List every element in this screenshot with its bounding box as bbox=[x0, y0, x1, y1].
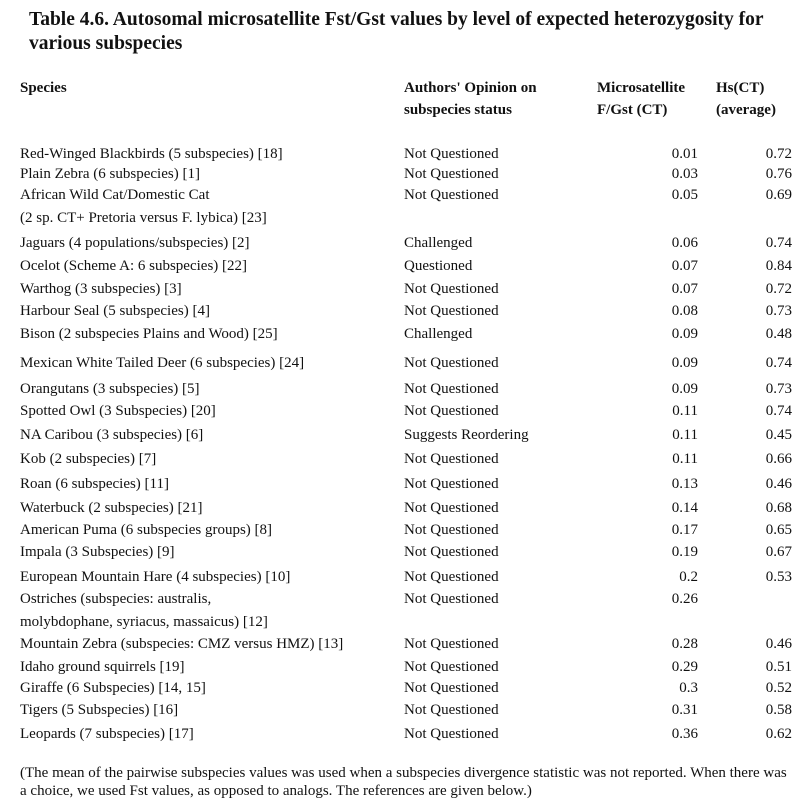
cell-species: European Mountain Hare (4 subspecies) [10] bbox=[20, 569, 291, 585]
cell-opinion: Suggests Reordering bbox=[404, 427, 529, 443]
cell-fst: 0.31 bbox=[671, 702, 698, 718]
cell-opinion: Not Questioned bbox=[404, 544, 499, 560]
cell-fst: 0.11 bbox=[672, 403, 698, 419]
cell-hs: 0.52 bbox=[765, 680, 792, 696]
cell-hs: 0.67 bbox=[765, 544, 792, 560]
cell-hs: 0.45 bbox=[765, 427, 792, 443]
cell-hs: 0.69 bbox=[765, 187, 792, 203]
cell-species: Kob (2 subspecies) [7] bbox=[20, 451, 157, 467]
cell-opinion: Not Questioned bbox=[404, 702, 499, 718]
cell-fst: 0.09 bbox=[671, 326, 698, 342]
cell-hs: 0.58 bbox=[765, 702, 792, 718]
cell-hs: 0.62 bbox=[765, 726, 792, 742]
cell-fst: 0.2 bbox=[679, 569, 698, 585]
cell-species: Bison (2 subspecies Plains and Wood) [25] bbox=[20, 326, 278, 342]
cell-hs: 0.72 bbox=[765, 281, 792, 297]
cell-opinion: Not Questioned bbox=[404, 381, 499, 397]
cell-fst: 0.09 bbox=[671, 381, 698, 397]
cell-species: (2 sp. CT+ Pretoria versus F. lybica) [23] bbox=[20, 210, 267, 226]
cell-fst: 0.3 bbox=[679, 680, 698, 696]
cell-opinion: Not Questioned bbox=[404, 591, 499, 607]
cell-opinion: Not Questioned bbox=[404, 451, 499, 467]
cell-species: Orangutans (3 subspecies) [5] bbox=[20, 381, 200, 397]
column-header-fst: Microsatellite F/Gst (CT) bbox=[597, 80, 686, 118]
cell-species: Harbour Seal (5 subspecies) [4] bbox=[20, 303, 210, 319]
cell-hs: 0.73 bbox=[765, 381, 792, 397]
cell-opinion: Not Questioned bbox=[404, 500, 499, 516]
cell-species: Idaho ground squirrels [19] bbox=[20, 659, 185, 675]
cell-fst: 0.06 bbox=[671, 235, 698, 251]
cell-opinion: Not Questioned bbox=[404, 146, 499, 162]
cell-opinion: Not Questioned bbox=[404, 476, 499, 492]
table-footnote: (The mean of the pairwise subspecies values was used when a subspecies divergence statistic was not reported. When there was a choice, we used Fst values, as opposed to analogs. The references are given below.) bbox=[20, 765, 787, 799]
cell-species: molybdophane, syriacus, massaicus) [12] bbox=[20, 614, 268, 630]
cell-species: American Puma (6 subspecies groups) [8] bbox=[20, 522, 273, 538]
cell-opinion: Not Questioned bbox=[404, 303, 499, 319]
cell-species: Mexican White Tailed Deer (6 subspecies) [24] bbox=[20, 355, 305, 371]
cell-opinion: Not Questioned bbox=[404, 403, 499, 419]
cell-opinion: Not Questioned bbox=[404, 166, 499, 182]
table-title: Table 4.6. Autosomal microsatellite Fst/Gst values by level of expected heterozygosity for various subspecies bbox=[29, 9, 764, 54]
cell-fst: 0.36 bbox=[671, 726, 698, 742]
column-header-species: Species bbox=[20, 80, 67, 96]
cell-fst: 0.09 bbox=[671, 355, 698, 371]
cell-opinion: Not Questioned bbox=[404, 569, 499, 585]
cell-species: Giraffe (6 Subspecies) [14, 15] bbox=[20, 680, 206, 696]
cell-species: Plain Zebra (6 subspecies) [1] bbox=[20, 166, 200, 182]
cell-species: Roan (6 subspecies) [11] bbox=[20, 476, 169, 492]
cell-opinion: Not Questioned bbox=[404, 726, 499, 742]
cell-opinion: Not Questioned bbox=[404, 522, 499, 538]
cell-species: Warthog (3 subspecies) [3] bbox=[20, 281, 182, 297]
column-header-hs: Hs(CT) (average) bbox=[716, 80, 776, 118]
cell-hs: 0.65 bbox=[765, 522, 792, 538]
cell-species: Tigers (5 Subspecies) [16] bbox=[20, 702, 179, 718]
cell-opinion: Not Questioned bbox=[404, 281, 499, 297]
cell-hs: 0.74 bbox=[765, 235, 792, 251]
cell-hs: 0.46 bbox=[765, 636, 792, 652]
cell-opinion: Not Questioned bbox=[404, 187, 499, 203]
cell-species: Leopards (7 subspecies) [17] bbox=[20, 726, 194, 742]
cell-species: Impala (3 Subspecies) [9] bbox=[20, 544, 175, 560]
cell-species: Waterbuck (2 subspecies) [21] bbox=[20, 500, 203, 516]
cell-fst: 0.08 bbox=[671, 303, 698, 319]
column-header-opinion: Authors' Opinion on subspecies status bbox=[404, 80, 537, 118]
cell-fst: 0.29 bbox=[671, 659, 698, 675]
cell-opinion: Challenged bbox=[404, 326, 473, 342]
cell-species: Spotted Owl (3 Subspecies) [20] bbox=[20, 403, 216, 419]
cell-opinion: Not Questioned bbox=[404, 355, 499, 371]
cell-hs: 0.73 bbox=[765, 303, 792, 319]
cell-species: African Wild Cat/Domestic Cat bbox=[20, 187, 210, 203]
cell-species: Red-Winged Blackbirds (5 subspecies) [18] bbox=[20, 146, 283, 162]
cell-opinion: Not Questioned bbox=[404, 659, 499, 675]
cell-opinion: Not Questioned bbox=[404, 636, 499, 652]
cell-fst: 0.17 bbox=[671, 522, 698, 538]
cell-hs: 0.84 bbox=[765, 258, 792, 274]
cell-hs: 0.74 bbox=[765, 403, 792, 419]
cell-fst: 0.11 bbox=[672, 427, 698, 443]
cell-fst: 0.28 bbox=[671, 636, 698, 652]
cell-species: Ostriches (subspecies: australis, bbox=[20, 591, 212, 607]
cell-species: Jaguars (4 populations/subspecies) [2] bbox=[20, 235, 250, 251]
cell-hs: 0.74 bbox=[765, 355, 792, 371]
cell-fst: 0.26 bbox=[671, 591, 698, 607]
cell-fst: 0.03 bbox=[671, 166, 698, 182]
cell-opinion: Not Questioned bbox=[404, 680, 499, 696]
cell-hs: 0.53 bbox=[765, 569, 792, 585]
cell-fst: 0.14 bbox=[671, 500, 698, 516]
cell-fst: 0.01 bbox=[671, 146, 698, 162]
cell-fst: 0.07 bbox=[671, 258, 698, 274]
cell-species: NA Caribou (3 subspecies) [6] bbox=[20, 427, 204, 443]
cell-hs: 0.76 bbox=[765, 166, 792, 182]
cell-fst: 0.13 bbox=[671, 476, 698, 492]
cell-fst: 0.19 bbox=[671, 544, 698, 560]
cell-hs: 0.68 bbox=[765, 500, 792, 516]
cell-fst: 0.05 bbox=[671, 187, 698, 203]
cell-species: Mountain Zebra (subspecies: CMZ versus HMZ) [13] bbox=[20, 636, 344, 652]
cell-species: Ocelot (Scheme A: 6 subspecies) [22] bbox=[20, 258, 248, 274]
cell-fst: 0.07 bbox=[671, 281, 698, 297]
cell-hs: 0.66 bbox=[765, 451, 792, 467]
cell-hs: 0.48 bbox=[765, 326, 792, 342]
cell-opinion: Questioned bbox=[404, 258, 473, 274]
cell-hs: 0.72 bbox=[765, 146, 792, 162]
cell-fst: 0.11 bbox=[672, 451, 698, 467]
cell-opinion: Challenged bbox=[404, 235, 473, 251]
cell-hs: 0.51 bbox=[765, 659, 792, 675]
cell-hs: 0.46 bbox=[765, 476, 792, 492]
